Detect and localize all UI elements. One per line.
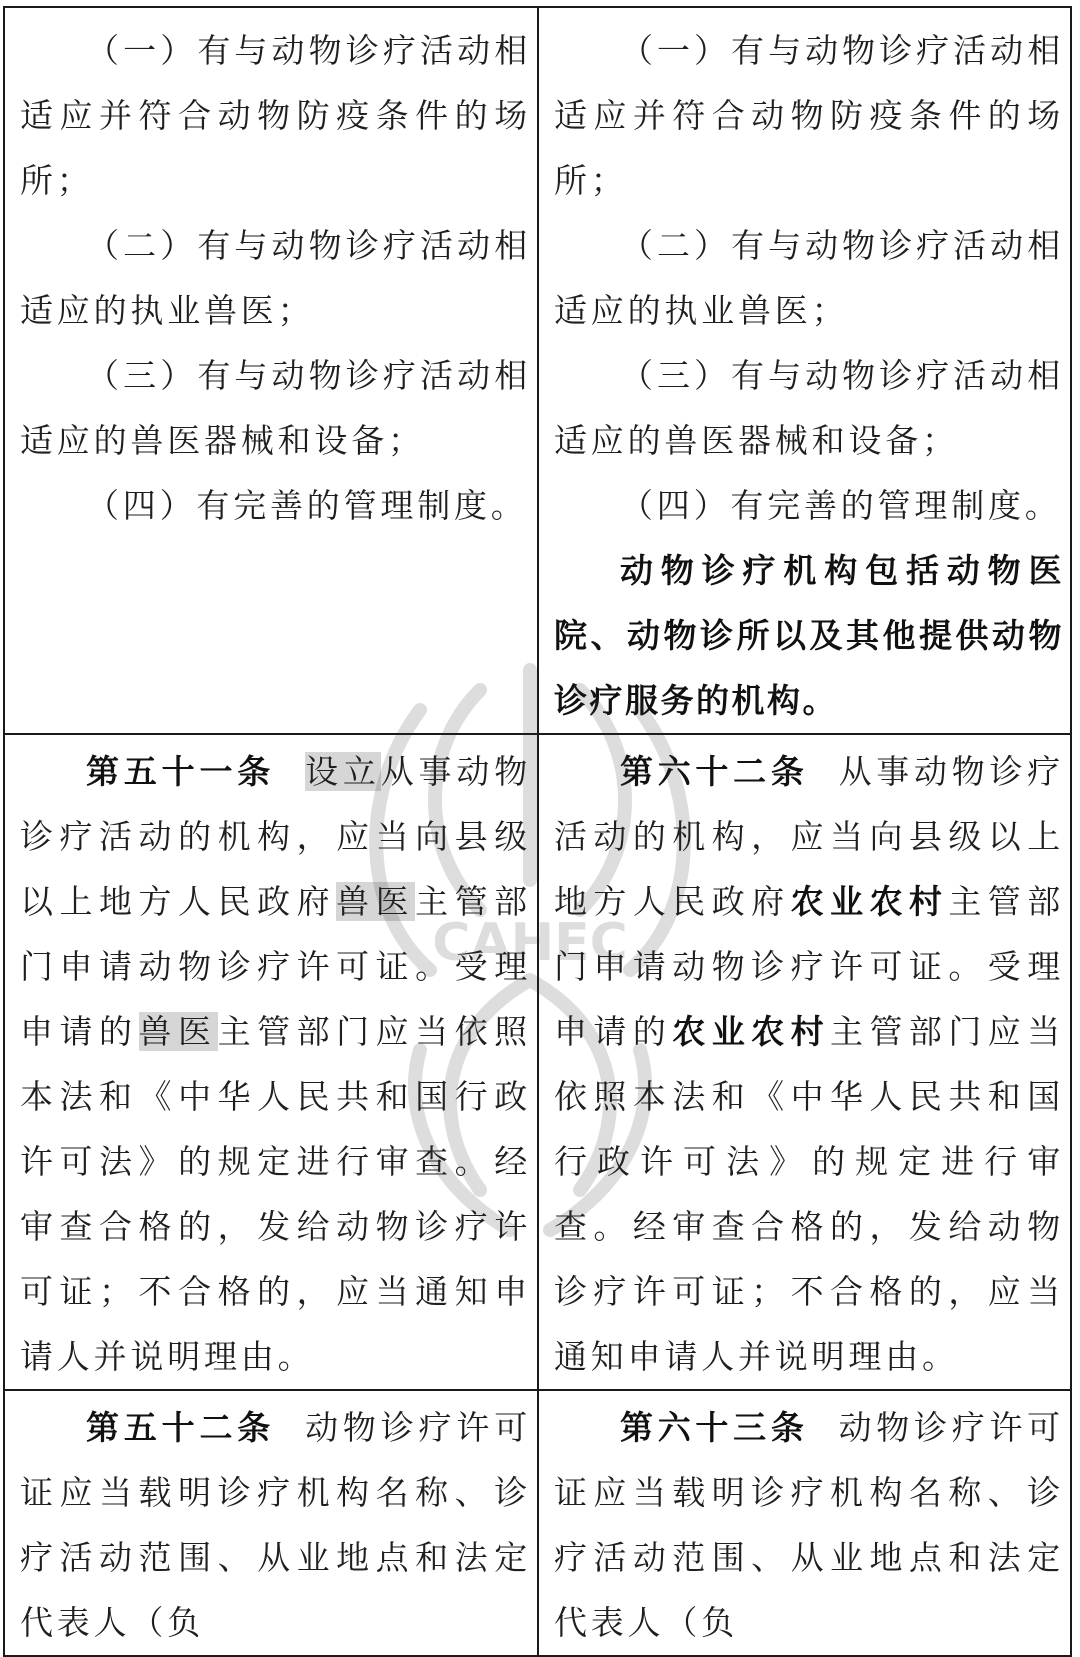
article-text: 主管部门应当依照本法和《中华人民共和国行政许可法》的规定进行审查。经审查合格的，发给动物诊疗许可证；不合格的，应当通知申请人并说明理由。 — [554, 1012, 1064, 1376]
article-text: 主管部门申请动物诊疗许可证。受理申请的 — [20, 882, 531, 1051]
changed-term-bold: 农业农村 — [790, 882, 949, 921]
added-clause: 动物诊疗机构包括动物医院、动物诊所以及其他提供动物诊疗服务的机构。 — [554, 551, 1064, 720]
condition-item: （三）有与动物诊疗活动相适应的兽医器械和设备； — [554, 356, 1064, 460]
changed-term-highlight: 兽医 — [336, 882, 416, 921]
changed-term-highlight: 兽医 — [138, 1012, 218, 1051]
condition-item: （三）有与动物诊疗活动相适应的兽医器械和设备； — [20, 356, 531, 460]
article-text: 主管部门应当依照本法和《中华人民共和国行政许可法》的规定进行审查。经审查合格的，发给动物诊疗许可证；不合格的，应当通知申请人并说明理由。 — [20, 1012, 531, 1376]
article-text: 主管部门申请动物诊疗许可证。受理申请的 — [554, 882, 1064, 1051]
right-cell-article-63 — [538, 1390, 1071, 1656]
article-paragraph — [20, 739, 531, 1389]
article-text: 从事动物诊疗活动的机构，应当向县级以上地方人民政府 — [554, 752, 1064, 921]
condition-item: （二）有与动物诊疗活动相适应的执业兽医； — [20, 226, 531, 330]
condition-item: （二）有与动物诊疗活动相适应的执业兽医； — [554, 226, 1064, 330]
article-number: 第五十一条 — [86, 752, 276, 791]
article-number: 第六十三条 — [620, 1408, 809, 1447]
condition-item: （一）有与动物诊疗活动相适应并符合动物防疫条件的场所； — [20, 31, 531, 200]
article-number: 第五十二条 — [86, 1408, 276, 1447]
table-row — [4, 7, 1071, 734]
left-cell-article-52 — [4, 1390, 538, 1656]
changed-term-bold: 农业农村 — [672, 1012, 831, 1051]
article-text: 动物诊疗许可证应当载明诊疗机构名称、诊疗活动范围、从业地点和法定代表人（负 — [554, 1408, 1064, 1642]
table-row — [4, 1390, 1071, 1656]
article-number: 第六十二条 — [620, 752, 809, 791]
article-paragraph — [554, 1395, 1064, 1655]
article-text: 动物诊疗许可证应当载明诊疗机构名称、诊疗活动范围、从业地点和法定代表人（负 — [20, 1408, 531, 1642]
table-row — [4, 734, 1071, 1390]
article-paragraph — [20, 1395, 531, 1655]
left-cell-article-51 — [4, 734, 538, 1390]
right-cell-article-62 — [538, 734, 1071, 1390]
deleted-text-highlight: 设立 — [305, 752, 381, 791]
law-comparison-table — [3, 6, 1072, 1657]
condition-item: （四）有完善的管理制度。 — [86, 486, 528, 525]
article-text: 从事动物诊疗活动的机构，应当向县级以上地方人民政府 — [20, 752, 531, 921]
watermark-text: CAHEC — [432, 913, 628, 973]
left-cell-conditions — [4, 7, 538, 734]
right-cell-conditions — [538, 7, 1071, 734]
condition-item: （一）有与动物诊疗活动相适应并符合动物防疫条件的场所； — [554, 31, 1064, 200]
article-paragraph — [554, 739, 1064, 1389]
condition-item: （四）有完善的管理制度。 — [620, 486, 1062, 525]
